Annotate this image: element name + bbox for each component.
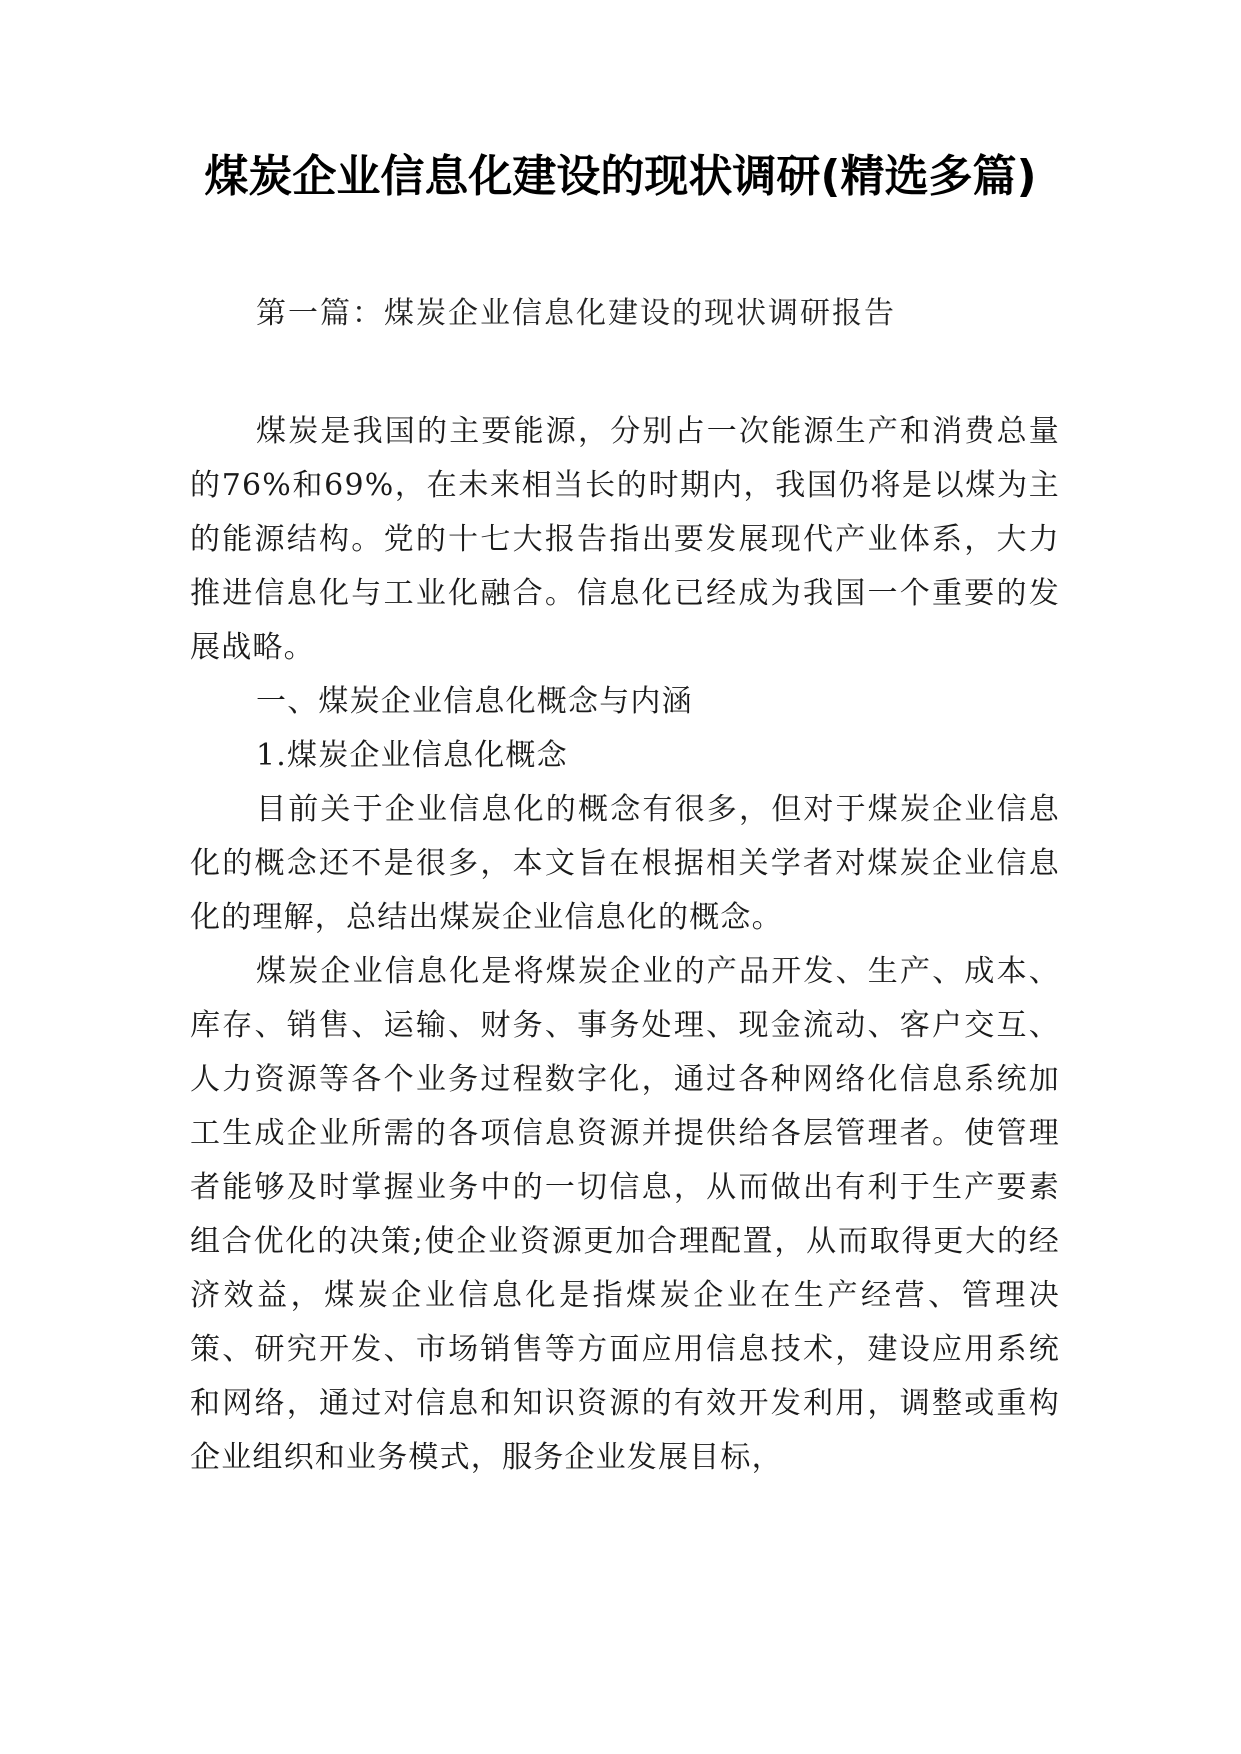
paragraph-concept: 目前关于企业信息化的概念有很多，但对于煤炭企业信息化的概念还不是很多，本文旨在根据相关学者对煤炭企业信息化的理解，总结出煤炭企业信息化的概念。: [190, 792, 1060, 935]
paragraph-definition: 煤炭企业信息化是将煤炭企业的产品开发、生产、成本、库存、销售、运输、财务、事务处理、现金流动、客户交互、人力资源等各个业务过程数字化，通过各种网络化信息系统加工生成企业所需的各项信息资源并提供给各层管理者。使管理者能够及时掌握业务中的一切信息，从而做出有利于生产要素组合优化的决策;使企业资源更加合理配置，从而取得更大的经济效益，煤炭企业信息化是指煤炭企业在生产经营、管理决策、研究开发、市场销售等方面应用信息技术，建设应用系统和网络，通过对信息和知识资源的有效开发利用，调整或重构企业组织和业务模式，服务企业发展目标，: [190, 954, 1060, 1475]
body-text: [190, 405, 1060, 1485]
section-heading-1: 一、煤炭企业信息化概念与内涵: [256, 684, 693, 719]
paragraph-intro: 煤炭是我国的主要能源，分别占一次能源生产和消费总量的76%和69%，在未来相当长的时期内，我国仍将是以煤为主的能源结构。党的十七大报告指出要发展现代产业体系，大力推进信息化与工业化融合。信息化已经成为我国一个重要的发展战略。: [190, 414, 1060, 665]
document-title: 煤炭企业信息化建设的现状调研(精选多篇): [204, 151, 1037, 202]
section-heading: 第一篇：煤炭企业信息化建设的现状调研报告: [256, 296, 896, 331]
subsection-heading-1-1: 1.煤炭企业信息化概念: [256, 738, 568, 773]
